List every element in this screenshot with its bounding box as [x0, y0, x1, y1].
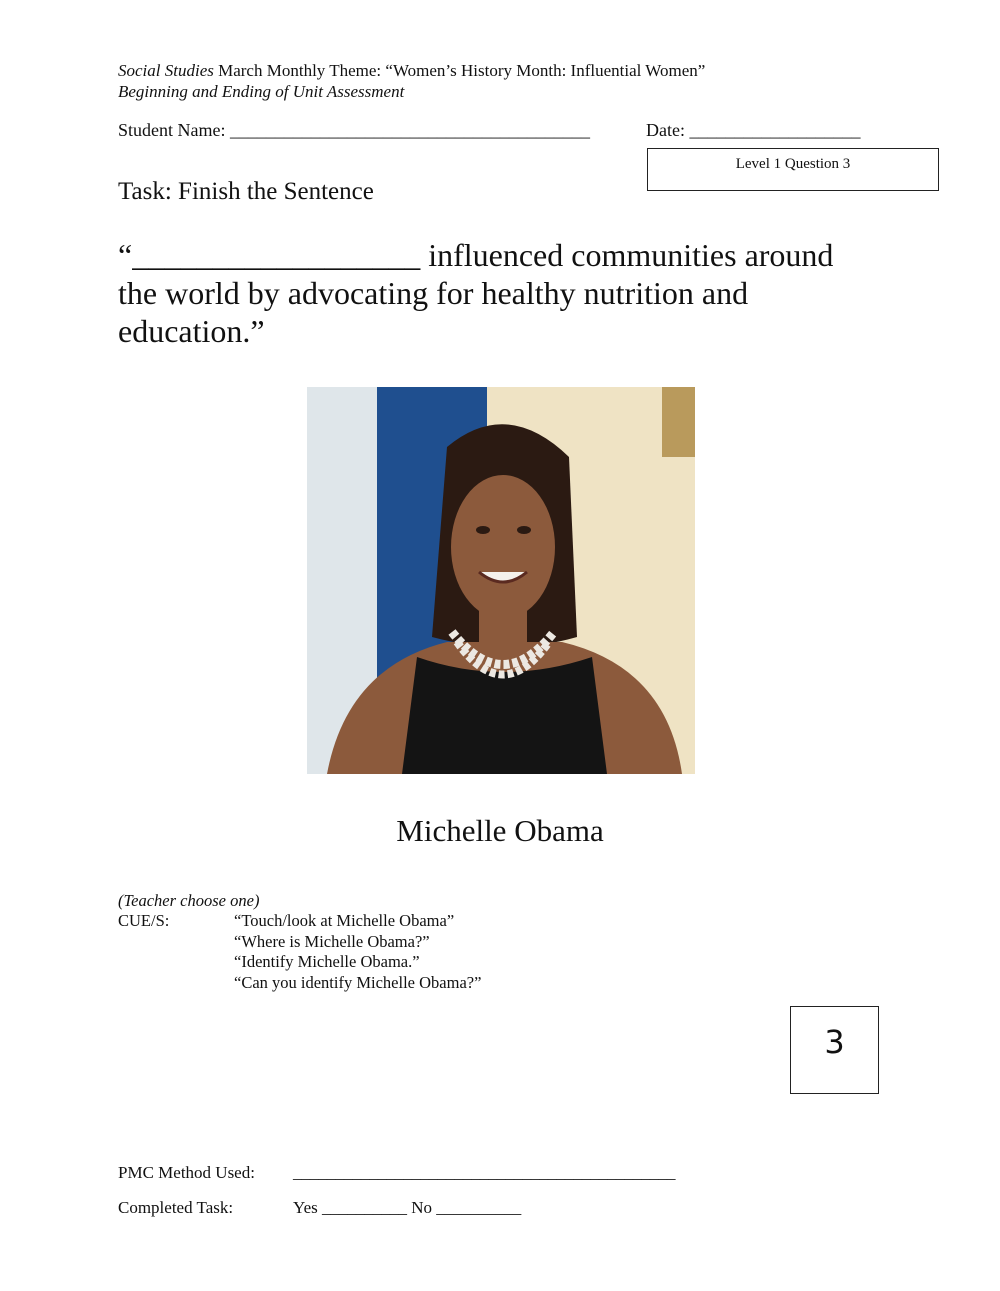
header-subject: Social Studies: [118, 61, 214, 80]
date-field: Date: ___________________: [646, 120, 861, 140]
header-theme-line: [118, 61, 705, 81]
task-title: Task: Finish the Sentence: [118, 178, 374, 205]
cues-label: CUE/S:: [118, 911, 170, 930]
header-assessment: Beginning and Ending of Unit Assessment: [118, 82, 405, 101]
cue-item: “Identify Michelle Obama.”: [234, 952, 420, 971]
pmc-method-line: _____________________________________________: [293, 1163, 676, 1182]
header-theme: March Monthly Theme: “Women’s History Month: Influential Women”: [218, 61, 706, 80]
portrait-photo: [307, 387, 695, 774]
cue-item: “Where is Michelle Obama?”: [234, 932, 430, 951]
portrait-illustration: [307, 387, 695, 774]
cue-item: “Can you identify Michelle Obama?”: [234, 973, 482, 992]
cue-item: “Touch/look at Michelle Obama”: [234, 911, 455, 930]
sentence-prompt: “__________________ influenced communities around the world by advocating for healthy nutrition and education.”: [118, 237, 834, 349]
person-name-caption: Michelle Obama: [396, 813, 604, 848]
completed-task-label: Completed Task:: [118, 1198, 234, 1217]
student-name-field: Student Name: ________________________________________: [118, 120, 590, 140]
question-number-box: 3: [790, 1006, 879, 1094]
completed-task-values: Yes __________ No __________: [293, 1198, 522, 1217]
teacher-note: (Teacher choose one): [118, 891, 260, 910]
pmc-method-label: PMC Method Used:: [118, 1163, 255, 1182]
level-question-box: Level 1 Question 3: [647, 148, 939, 191]
